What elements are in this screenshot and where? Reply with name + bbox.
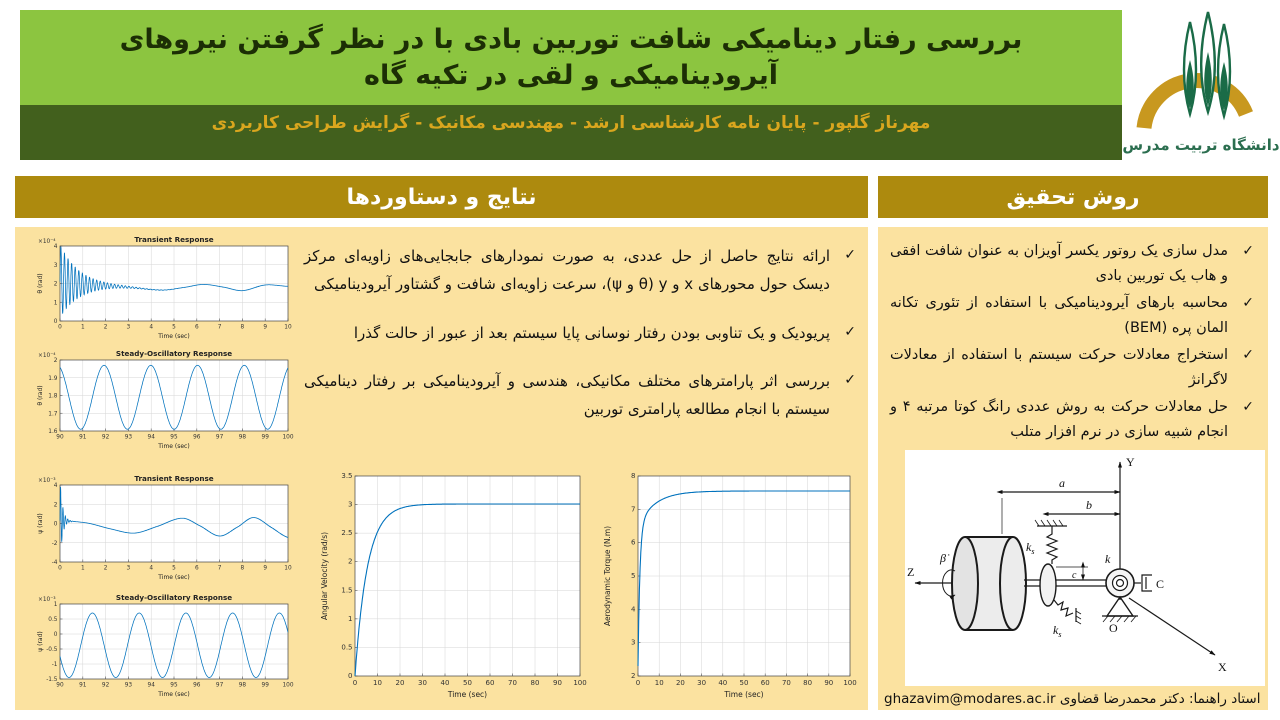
svg-text:0: 0	[53, 521, 58, 528]
label-b: b	[1086, 498, 1092, 512]
svg-text:-1: -1	[51, 662, 58, 668]
svg-text:1.6: 1.6	[48, 429, 58, 435]
svg-text:6: 6	[194, 565, 199, 572]
svg-text:Time (sec): Time (sec)	[724, 690, 764, 699]
svg-text:95: 95	[170, 434, 178, 441]
results-bullet-text: پریودیک و یک تناوبی بودن رفتار نوسانی پایا سیستم بعد از عبور از حالت گذرا	[353, 323, 830, 342]
method-bullet-text: حل معادلات حرکت به روش عددی رانگ کوتا مرتبه ۴ و انجام شبیه سازی در نرم افزار متلب	[890, 398, 1228, 440]
svg-text:θ (rad): θ (rad)	[37, 385, 44, 406]
svg-text:1: 1	[80, 565, 85, 572]
label-Z: Z	[907, 565, 915, 579]
svg-text:0.5: 0.5	[341, 643, 353, 652]
svg-text:2: 2	[53, 281, 58, 288]
svg-text:99: 99	[261, 682, 269, 689]
svg-text:99: 99	[261, 434, 269, 441]
svg-text:5: 5	[631, 572, 636, 580]
results-bullet-list	[304, 243, 860, 445]
method-bullet	[890, 239, 1258, 289]
method-bullet	[890, 291, 1258, 341]
shaft-collar	[1040, 564, 1056, 606]
svg-text:1: 1	[80, 324, 85, 331]
x-axis	[1129, 598, 1215, 655]
check-icon: ✓	[1242, 294, 1254, 311]
svg-text:0: 0	[352, 679, 358, 687]
svg-text:92: 92	[101, 434, 110, 441]
results-bullet	[304, 320, 860, 348]
label-k: k	[1105, 552, 1111, 566]
chart-aero-torque	[598, 466, 860, 706]
logo-university-name: دانشگاه تربیت مدرس	[1122, 136, 1280, 154]
svg-text:10: 10	[284, 565, 292, 572]
svg-text:-1.5: -1.5	[46, 677, 58, 683]
method-panel-title: روش تحقیق	[1006, 184, 1140, 210]
svg-text:1.7: 1.7	[48, 411, 58, 418]
svg-text:100: 100	[282, 682, 294, 689]
svg-text:4: 4	[149, 324, 154, 331]
check-icon: ✓	[1242, 243, 1254, 259]
results-bullet	[304, 368, 860, 424]
svg-text:4: 4	[149, 565, 154, 572]
svg-text:100: 100	[843, 679, 857, 687]
svg-text:Steady-Oscillatory Response: Steady-Oscillatory Response	[115, 593, 233, 602]
svg-text:60: 60	[760, 679, 770, 687]
svg-text:10: 10	[284, 324, 292, 331]
results-bullet-text: بررسی اثر پارامترهای مختلف مکانیکی، هندسی و آیرودینامیکی بر رفتار دینامیکی سیستم با انجام مطالعه پارامتری توربین	[304, 372, 830, 418]
advisor-email: ghazavim@modares.ac.ir	[884, 691, 1056, 707]
svg-text:1.8: 1.8	[48, 393, 58, 400]
svg-text:3: 3	[348, 500, 353, 509]
svg-text:30: 30	[697, 679, 707, 687]
method-panel-header	[878, 176, 1268, 218]
svg-text:80: 80	[803, 679, 813, 687]
spring-bottom	[1054, 600, 1073, 616]
check-icon: ✓	[844, 323, 856, 340]
svg-text:2: 2	[103, 324, 108, 331]
svg-text:0: 0	[635, 679, 641, 687]
svg-text:Transient Response: Transient Response	[134, 235, 214, 244]
svg-text:9: 9	[263, 324, 268, 331]
svg-text:20: 20	[395, 679, 405, 687]
svg-text:40: 40	[718, 679, 728, 687]
svg-text:Time (sec): Time (sec)	[158, 333, 190, 340]
label-beta-dot: β̇	[940, 551, 946, 565]
svg-text:1: 1	[348, 614, 353, 623]
svg-text:5: 5	[172, 565, 176, 572]
svg-text:×10⁻³: ×10⁻³	[38, 597, 56, 603]
svg-text:2: 2	[348, 557, 353, 566]
poster-title: بررسی رفتار دینامیکی شافت توربین بادی با در نظر گرفتن نیروهای آیرودینامیکی و لقی در تکیه گاه	[119, 24, 1023, 91]
svg-text:20: 20	[675, 679, 685, 687]
svg-text:Time (sec): Time (sec)	[158, 691, 190, 698]
damper	[1134, 575, 1152, 591]
label-O: O	[1109, 621, 1118, 635]
method-bullet-text: مدل سازی یک روتور یکسر آویزان به عنوان شافت افقی و هاب یک توربین بادی	[890, 243, 1228, 284]
svg-text:Time (sec): Time (sec)	[447, 690, 488, 699]
svg-text:50: 50	[739, 679, 749, 687]
svg-text:50: 50	[463, 679, 472, 687]
method-bullet-list	[890, 239, 1258, 447]
svg-text:8: 8	[240, 324, 245, 331]
svg-text:7: 7	[217, 324, 222, 331]
svg-text:80: 80	[530, 679, 540, 687]
svg-text:3.5: 3.5	[341, 472, 353, 480]
results-panel-body	[15, 227, 868, 710]
svg-text:7: 7	[631, 505, 636, 514]
svg-text:93: 93	[124, 434, 133, 441]
svg-text:ψ (rad): ψ (rad)	[37, 631, 44, 652]
svg-text:100: 100	[282, 434, 294, 441]
svg-text:10: 10	[373, 679, 382, 687]
svg-text:Time (sec): Time (sec)	[158, 443, 190, 450]
svg-text:Aerodynamic Torque (N.m): Aerodynamic Torque (N.m)	[603, 525, 612, 627]
svg-text:0: 0	[348, 672, 353, 680]
svg-text:60: 60	[485, 679, 495, 687]
results-panel-title: نتایج و دستاوردها	[346, 184, 537, 210]
svg-text:92: 92	[101, 682, 110, 689]
svg-text:70: 70	[781, 679, 791, 687]
svg-text:1.5: 1.5	[341, 586, 353, 595]
svg-text:9: 9	[263, 565, 268, 572]
svg-text:1: 1	[53, 602, 58, 608]
check-icon: ✓	[1242, 346, 1254, 363]
svg-text:2: 2	[53, 358, 58, 364]
svg-text:6: 6	[194, 324, 199, 331]
svg-text:96: 96	[193, 434, 201, 441]
svg-text:Transient Response: Transient Response	[134, 474, 214, 483]
svg-text:0: 0	[58, 324, 62, 331]
wall-bottom-hatch	[1076, 611, 1081, 624]
check-icon: ✓	[1242, 398, 1254, 415]
svg-text:3: 3	[126, 565, 131, 572]
svg-text:Time (sec): Time (sec)	[158, 574, 190, 581]
svg-text:90: 90	[824, 679, 834, 687]
label-ks-top: $k_s$	[1026, 540, 1035, 556]
svg-text:1.9: 1.9	[48, 375, 58, 382]
svg-text:90: 90	[553, 679, 562, 687]
svg-text:3: 3	[126, 324, 131, 331]
university-logo-icon	[1122, 0, 1280, 175]
svg-text:91: 91	[79, 682, 87, 689]
rotor-disk	[952, 537, 1026, 630]
label-Y: Y	[1126, 455, 1135, 469]
title-bar	[20, 10, 1122, 105]
results-panel-header	[15, 176, 868, 218]
svg-text:97: 97	[215, 682, 224, 689]
svg-text:95: 95	[170, 682, 178, 689]
svg-text:3: 3	[631, 638, 636, 647]
label-a: a	[1059, 476, 1065, 490]
results-bullet-text: ارائه نتایج حاصل از حل عددی، به صورت نمودارهای جابجایی‌های زاویه‌ای مرکز دیسک حول محورهای x و y (θ و ψ)، سرعت زاویه‌ای شافت و گشتاور آیرودینامیکی	[304, 247, 830, 293]
label-ks-bottom: $k_s$	[1053, 623, 1062, 639]
svg-text:2.5: 2.5	[341, 529, 353, 538]
svg-text:-0.5: -0.5	[46, 647, 58, 653]
label-X: X	[1218, 660, 1227, 674]
svg-text:4: 4	[53, 244, 58, 250]
svg-text:1: 1	[53, 300, 58, 307]
svg-text:0: 0	[53, 319, 58, 325]
svg-text:2: 2	[103, 565, 108, 572]
svg-text:Angular Velocity (rad/s): Angular Velocity (rad/s)	[320, 531, 329, 621]
svg-text:97: 97	[215, 434, 224, 441]
svg-text:3: 3	[53, 262, 58, 269]
label-C: C	[1156, 577, 1165, 591]
svg-text:×10⁻³: ×10⁻³	[38, 478, 56, 484]
svg-text:30: 30	[418, 679, 427, 687]
subtitle-bar	[20, 105, 1122, 160]
svg-text:ψ (rad): ψ (rad)	[37, 513, 44, 534]
svg-text:40: 40	[440, 679, 450, 687]
svg-text:91: 91	[79, 434, 87, 441]
method-bullet	[890, 343, 1258, 393]
method-bullet	[890, 395, 1258, 445]
rotor-model-diagram	[905, 450, 1265, 686]
spring-top	[1047, 526, 1057, 564]
svg-text:5: 5	[172, 324, 176, 331]
svg-text:100: 100	[573, 679, 587, 687]
shaft	[1024, 580, 1107, 586]
chart-psi-transient	[33, 472, 295, 586]
svg-text:Steady-Oscillatory Response: Steady-Oscillatory Response	[115, 349, 233, 358]
svg-text:90: 90	[56, 434, 64, 441]
svg-text:0.5: 0.5	[48, 617, 58, 623]
chart-theta-transient	[33, 233, 295, 345]
svg-text:94: 94	[147, 434, 155, 441]
svg-text:6: 6	[631, 538, 636, 547]
advisor-line	[884, 691, 1262, 707]
bearing	[1102, 569, 1138, 622]
method-bullet-text: استخراج معادلات حرکت سیستم با استفاده از معادلات لاگرانژ	[890, 346, 1228, 388]
svg-text:2: 2	[631, 672, 636, 680]
chart-theta-steady	[33, 347, 295, 455]
svg-text:98: 98	[238, 682, 247, 689]
label-c: c	[1072, 570, 1077, 581]
svg-text:-2: -2	[51, 540, 58, 547]
method-panel-body	[878, 227, 1268, 710]
ceiling-hatch	[1035, 520, 1063, 526]
svg-text:0: 0	[53, 632, 58, 638]
svg-text:98: 98	[238, 434, 247, 441]
method-bullet-text: محاسبه بارهای آیرودینامیکی با استفاده از تئوری تکانه المان پره (BEM)	[890, 294, 1228, 336]
svg-text:×10⁻⁴: ×10⁻⁴	[38, 353, 56, 359]
chart-psi-steady	[33, 591, 295, 703]
svg-text:70: 70	[508, 679, 517, 687]
svg-text:2: 2	[53, 502, 58, 509]
svg-text:10: 10	[654, 679, 664, 687]
check-icon: ✓	[844, 372, 856, 389]
svg-text:90: 90	[56, 682, 64, 689]
rotor-model-diagram-drawing	[905, 450, 1265, 686]
svg-text:-4: -4	[51, 560, 58, 566]
check-icon: ✓	[844, 247, 856, 263]
svg-text:8: 8	[240, 565, 245, 572]
svg-text:0: 0	[58, 565, 62, 572]
author-line: مهرناز گلپور - پایان نامه کارشناسی ارشد - مهندسی مکانیک - گرایش طراحی کاربردی	[211, 113, 931, 133]
chart-angular-velocity	[315, 466, 590, 706]
svg-text:7: 7	[217, 565, 222, 572]
svg-text:×10⁻⁴: ×10⁻⁴	[38, 239, 56, 245]
svg-text:94: 94	[147, 682, 155, 689]
svg-text:96: 96	[193, 682, 201, 689]
university-logo	[1122, 0, 1280, 175]
advisor-text: استاد راهنما: دکتر محمدرضا قضاوی	[1059, 691, 1261, 707]
svg-text:θ (rad): θ (rad)	[37, 273, 44, 294]
svg-text:93: 93	[124, 682, 133, 689]
results-bullet	[304, 243, 860, 299]
svg-text:8: 8	[631, 472, 636, 480]
svg-text:4: 4	[631, 605, 636, 614]
svg-text:4: 4	[53, 483, 58, 489]
